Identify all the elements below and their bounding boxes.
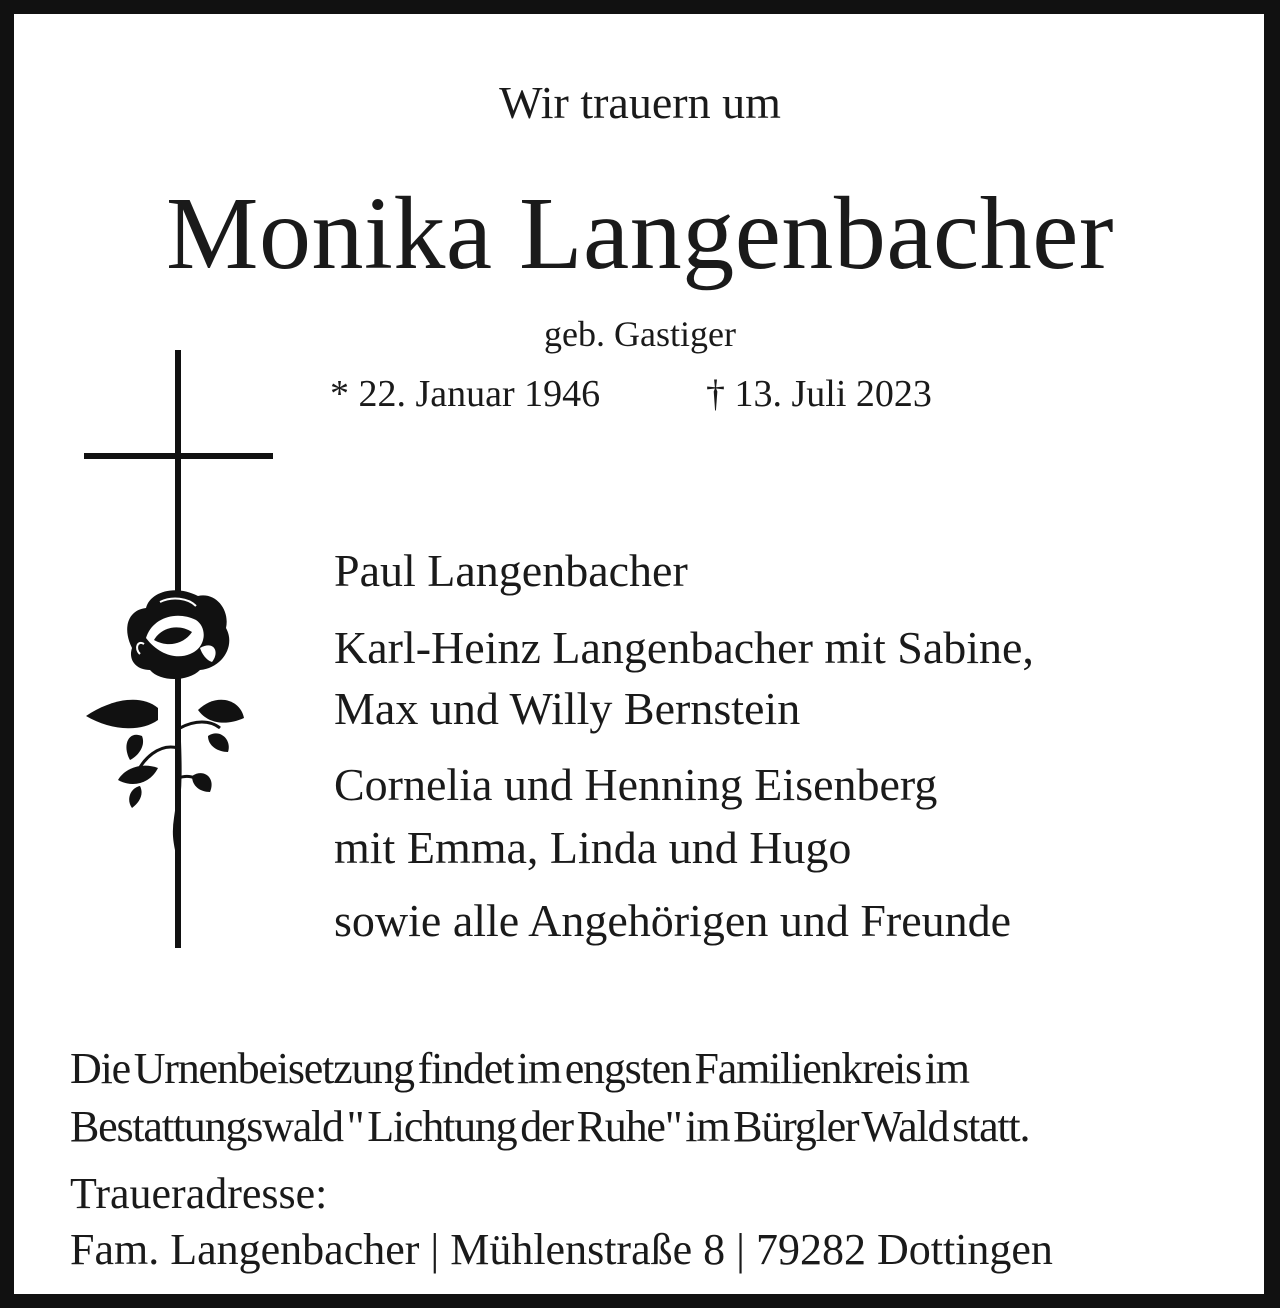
maiden-name: geb. Gastiger: [544, 314, 736, 354]
intro-line: Wir trauern um: [499, 77, 781, 128]
mourner-line: sowie alle Angehörigen und Freunde: [334, 895, 1012, 946]
death-date: † 13. Juli 2023: [706, 373, 932, 415]
mourner-line: mit Emma, Linda und Hugo: [334, 822, 852, 873]
mourner-line: Cornelia und Henning Eisenberg: [334, 759, 938, 810]
address-label: Traueradresse:: [70, 1169, 328, 1218]
birth-date: * 22. Januar 1946: [330, 373, 601, 415]
address-line: Fam. Langenbacher | Mühlenstraße 8 | 79282 Dottingen: [70, 1225, 1053, 1274]
mourner-line: Karl-Heinz Langenbacher mit Sabine,: [334, 622, 1034, 673]
cross-icon: [80, 348, 280, 953]
deceased-name: Monika Langenbacher: [166, 176, 1114, 291]
funeral-note-line: Bestattungswald " Lichtung der Ruhe" im Bürgler Wald statt.: [70, 1102, 1030, 1151]
rose-icon: [86, 590, 244, 863]
memorial-emblem: [80, 348, 280, 953]
mourner-line: Paul Langenbacher: [334, 545, 688, 596]
funeral-note-line: Die Urnenbeisetzung findet im engsten Familienkreis im: [70, 1044, 969, 1093]
mourner-line: Max und Willy Bernstein: [334, 683, 801, 734]
